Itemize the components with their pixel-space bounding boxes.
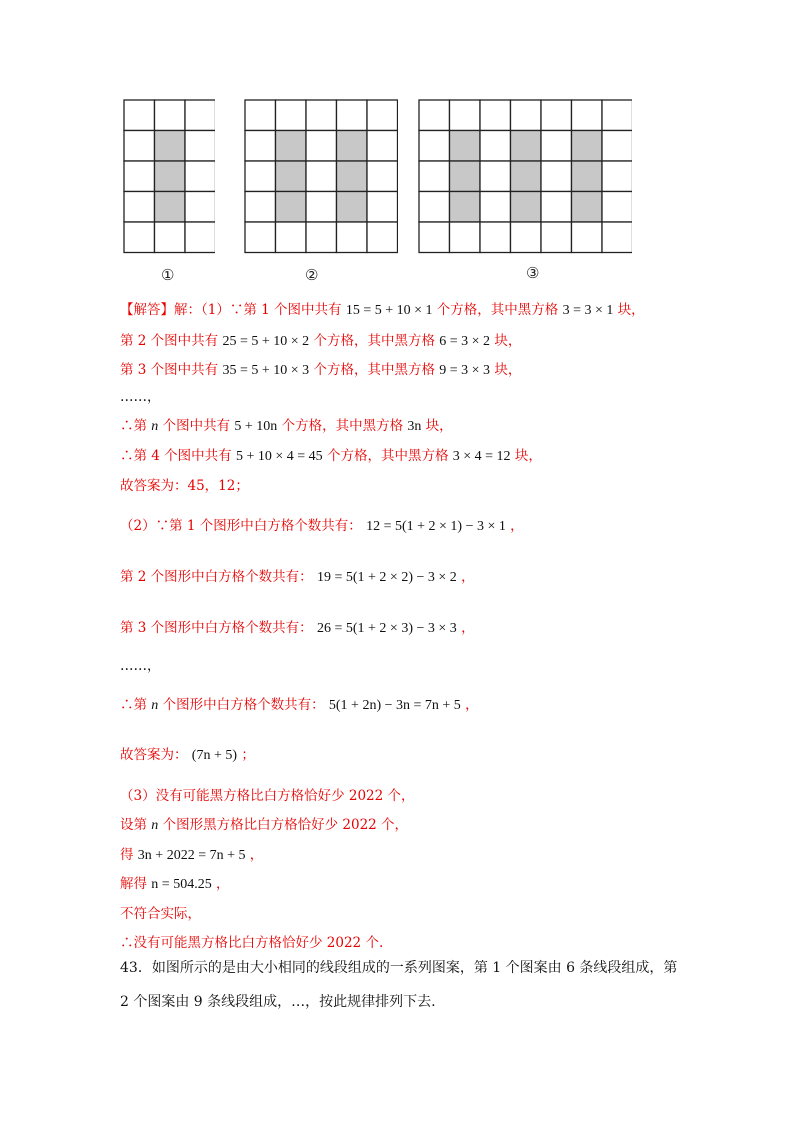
part1-line2 — [120, 329, 521, 350]
shaded-cell — [337, 131, 368, 162]
text: 第 2 个图形中白方格个数共有： — [120, 569, 313, 585]
math: 3n — [407, 419, 422, 434]
math-n: n — [151, 698, 159, 713]
part1-line1 — [120, 298, 645, 319]
white-cell — [367, 100, 398, 131]
white-cell — [245, 222, 276, 253]
part2-line1 — [120, 514, 524, 535]
text: 块， — [514, 448, 542, 464]
text: 块， — [494, 362, 522, 378]
shaded-cell — [511, 161, 542, 192]
white-cell — [419, 161, 450, 192]
math: (7n + 5) — [191, 748, 238, 763]
shaded-cell — [155, 192, 186, 223]
white-cell — [541, 100, 572, 131]
math: 35 = 5 + 10 × 3 — [222, 363, 310, 378]
text: 个图中共有 — [162, 418, 231, 434]
white-cell — [185, 131, 215, 162]
text: ， — [465, 697, 479, 713]
white-cell — [245, 100, 276, 131]
white-cell — [541, 161, 572, 192]
part3-line5: 不符合实际， — [120, 906, 201, 922]
part2-answer — [120, 743, 255, 764]
white-cell — [419, 100, 450, 131]
part1-line6 — [120, 444, 542, 465]
math-n: n — [151, 419, 159, 434]
white-cell — [541, 192, 572, 223]
text: 个方格，其中黑方格 — [436, 302, 559, 318]
white-cell — [245, 131, 276, 162]
text: 个图形黑方格比白方格恰好少 2022 个， — [162, 817, 409, 833]
shaded-cell — [511, 131, 542, 162]
text: ， — [216, 876, 230, 892]
white-cell — [419, 192, 450, 223]
figure-1 — [123, 99, 215, 254]
math: 12 = 5(1 + 2 × 1) − 3 × 1 — [366, 519, 506, 534]
math-n: n — [151, 818, 159, 833]
white-cell — [306, 131, 337, 162]
text: 个方格，其中黑方格 — [281, 418, 404, 434]
shaded-cell — [572, 161, 603, 192]
white-cell — [245, 192, 276, 223]
math: 3n + 2022 = 7n + 5 — [137, 848, 246, 863]
math: 26 = 5(1 + 2 × 3) − 3 × 3 — [316, 621, 457, 636]
white-cell — [276, 222, 307, 253]
white-cell — [245, 161, 276, 192]
white-cell — [541, 131, 572, 162]
shaded-cell — [276, 192, 307, 223]
white-cell — [306, 100, 337, 131]
figure-1-caption: ① — [161, 266, 175, 284]
white-cell — [367, 222, 398, 253]
white-cell — [480, 192, 511, 223]
white-cell — [602, 222, 632, 253]
text: ， — [249, 847, 264, 863]
white-cell — [511, 222, 542, 253]
white-cell — [306, 222, 337, 253]
part2-line5 — [120, 693, 479, 714]
white-cell — [276, 100, 307, 131]
part3-line3 — [120, 843, 263, 864]
white-cell — [155, 100, 186, 131]
text: 第 3 个图中共有 — [120, 362, 219, 378]
white-cell — [367, 161, 398, 192]
part2-line3 — [120, 616, 475, 637]
text: 第 3 个图形中白方格个数共有： — [120, 620, 313, 636]
white-cell — [337, 100, 368, 131]
shaded-cell — [337, 161, 368, 192]
shaded-cell — [337, 192, 368, 223]
figure-3-caption: ③ — [526, 264, 540, 282]
figure-2-caption: ② — [305, 266, 319, 284]
text: ， — [510, 518, 524, 534]
white-cell — [480, 222, 511, 253]
white-cell — [185, 192, 215, 223]
text: 得 — [120, 847, 134, 863]
math: 19 = 5(1 + 2 × 2) − 3 × 2 — [316, 570, 457, 585]
math: 9 = 3 × 3 — [439, 363, 491, 378]
white-cell — [450, 222, 481, 253]
math: 6 = 3 × 2 — [439, 334, 491, 349]
white-cell — [480, 161, 511, 192]
white-cell — [572, 100, 603, 131]
part1-line3 — [120, 358, 521, 379]
part2-ellipsis: ……， — [120, 658, 161, 674]
grid-figure-3 — [418, 99, 632, 254]
text: 个方格，其中黑方格 — [313, 333, 435, 349]
shaded-cell — [276, 161, 307, 192]
white-cell — [337, 222, 368, 253]
part1-line5 — [120, 414, 453, 435]
text: 第 2 个图中共有 — [120, 333, 219, 349]
white-cell — [602, 161, 632, 192]
text: 解得 — [120, 876, 147, 892]
white-cell — [185, 222, 215, 253]
white-cell — [124, 161, 155, 192]
shaded-cell — [511, 192, 542, 223]
text: 【解答】解：（1）∵第 1 个图中共有 — [120, 302, 342, 318]
white-cell — [124, 222, 155, 253]
text: 块， — [494, 333, 522, 349]
part3-line1: （3）没有可能黑方格比白方格恰好少 2022 个， — [120, 788, 415, 804]
math: 3 = 3 × 1 — [562, 303, 614, 318]
text: 个方格，其中黑方格 — [326, 448, 449, 464]
text: 个图形中白方格个数共有： — [162, 697, 325, 713]
text: ， — [461, 569, 475, 585]
part3-line6: ∴没有可能黑方格比白方格恰好少 2022 个. — [120, 935, 384, 951]
part2-line2 — [120, 565, 475, 586]
math: 5 + 10n — [234, 419, 278, 434]
text: 设第 — [120, 817, 147, 833]
white-cell — [480, 131, 511, 162]
math: n = 504.25 — [151, 877, 212, 892]
shaded-cell — [572, 192, 603, 223]
white-cell — [450, 100, 481, 131]
text: 个方格，其中黑方格 — [313, 362, 435, 378]
figure-2 — [244, 99, 398, 254]
white-cell — [124, 100, 155, 131]
shaded-cell — [155, 131, 186, 162]
part3-line2 — [120, 813, 408, 834]
white-cell — [124, 192, 155, 223]
text: 块， — [425, 418, 453, 434]
shaded-cell — [450, 161, 481, 192]
part3-line4 — [120, 872, 230, 893]
grid-figure-2 — [244, 99, 398, 254]
part1-ellipsis: ……， — [120, 389, 161, 405]
math: 3 × 4 = 12 — [452, 449, 511, 464]
white-cell — [602, 100, 632, 131]
white-cell — [367, 192, 398, 223]
white-cell — [572, 222, 603, 253]
text: ∴第 — [120, 418, 147, 434]
math: 15 = 5 + 10 × 1 — [345, 303, 433, 318]
white-cell — [306, 161, 337, 192]
text: ， — [461, 620, 475, 636]
math: 25 = 5 + 10 × 2 — [222, 334, 310, 349]
white-cell — [480, 100, 511, 131]
problem-43-text: 43．如图所示的是由大小相同的线段组成的一系列图案，第 1 个图案由 6 条线段组成，第 2 个图案由 9 条线段组成，…，按此规律排列下去. — [120, 960, 678, 1010]
white-cell — [419, 222, 450, 253]
text: ∴第 — [120, 697, 147, 713]
shaded-cell — [155, 161, 186, 192]
white-cell — [602, 131, 632, 162]
white-cell — [419, 131, 450, 162]
shaded-cell — [450, 131, 481, 162]
white-cell — [185, 100, 215, 131]
shaded-cell — [276, 131, 307, 162]
shaded-cell — [450, 192, 481, 223]
text: ； — [241, 747, 255, 763]
math: 5(1 + 2n) − 3n = 7n + 5 — [328, 698, 461, 713]
text: ∴第 4 个图中共有 — [120, 448, 232, 464]
part1-answer: 故答案为：45，12； — [120, 478, 249, 494]
white-cell — [602, 192, 632, 223]
text: （2）∵第 1 个图形中白方格个数共有： — [120, 518, 362, 534]
white-cell — [306, 192, 337, 223]
text: 故答案为： — [120, 747, 188, 763]
white-cell — [124, 131, 155, 162]
white-cell — [367, 131, 398, 162]
math: 5 + 10 × 4 = 45 — [235, 449, 323, 464]
figure-3 — [418, 99, 632, 254]
shaded-cell — [572, 131, 603, 162]
white-cell — [155, 222, 186, 253]
white-cell — [185, 161, 215, 192]
white-cell — [541, 222, 572, 253]
text: 块， — [617, 302, 645, 318]
grid-figure-1 — [123, 99, 215, 254]
white-cell — [511, 100, 542, 131]
